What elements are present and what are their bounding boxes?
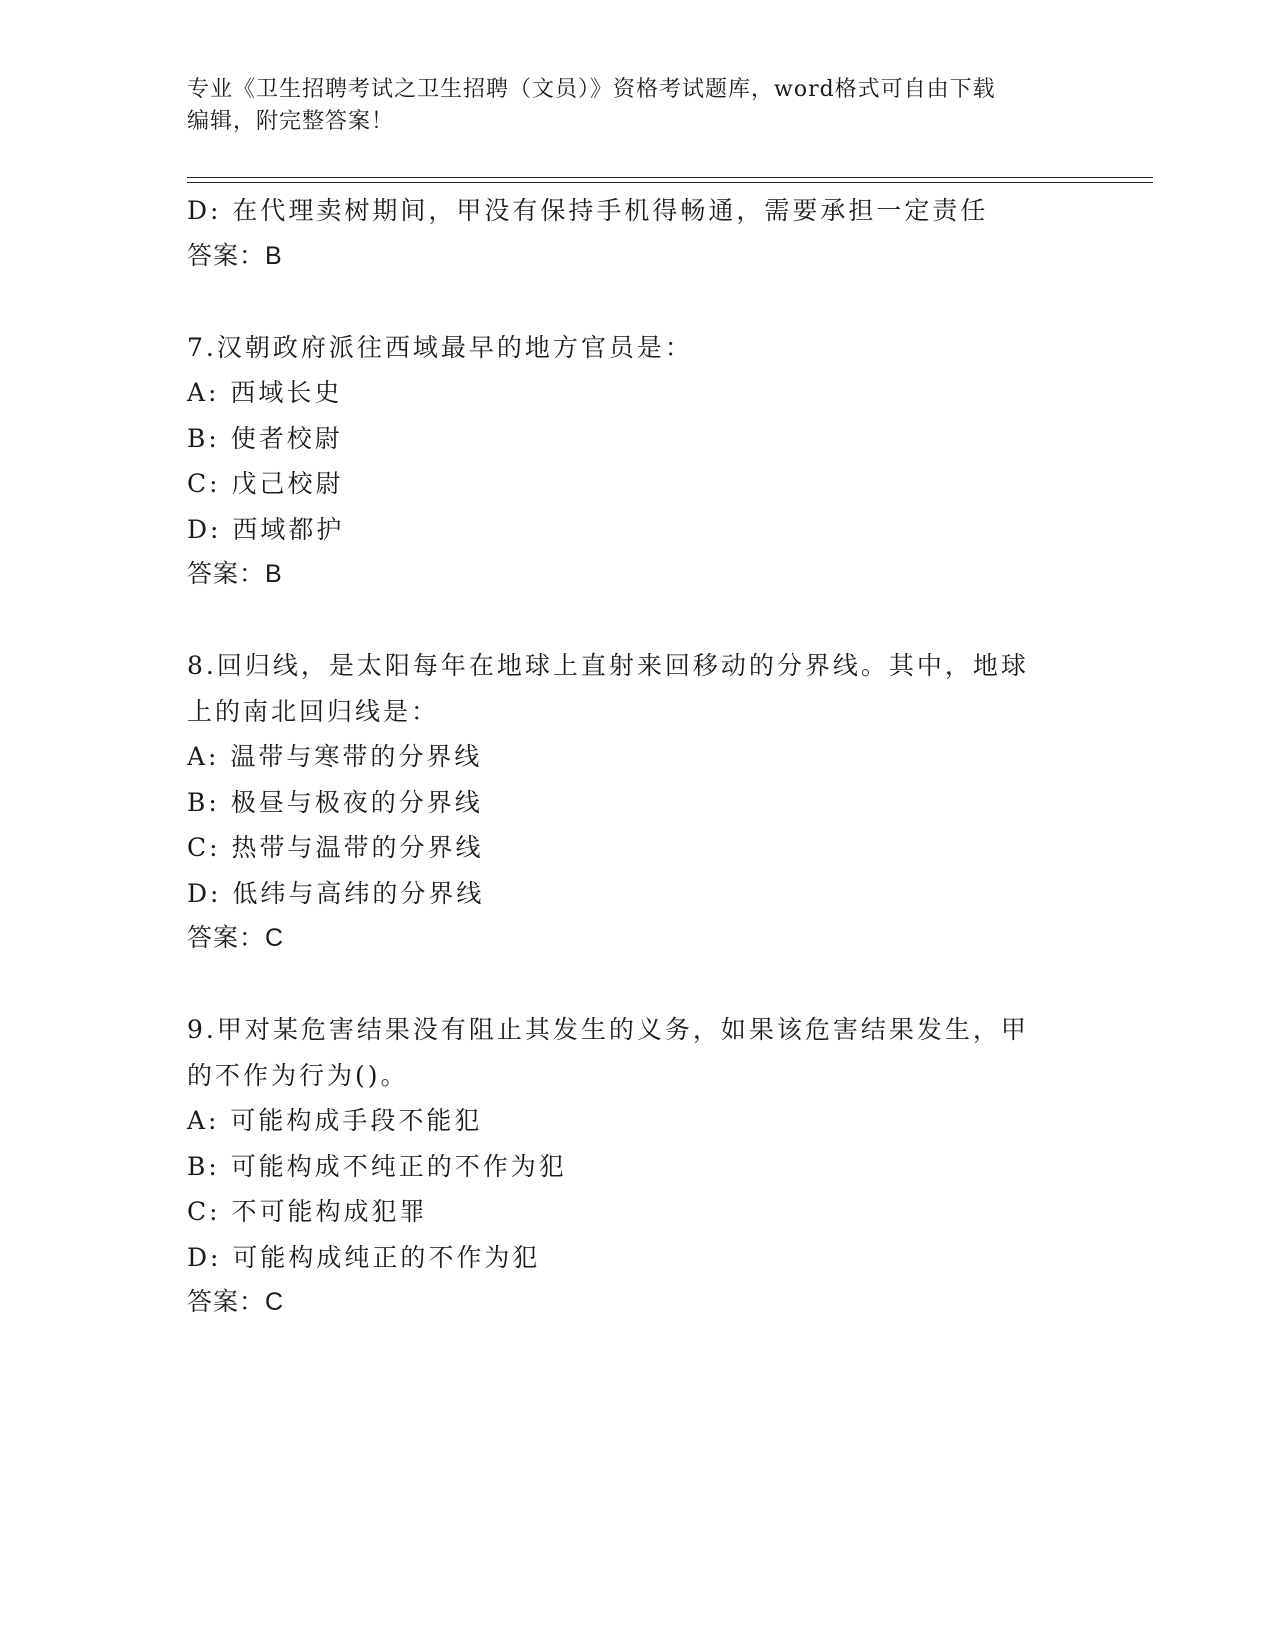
question-7-answer: 答案：B xyxy=(187,560,283,588)
question-9-answer: 答案：C xyxy=(187,1288,285,1316)
question-9-stem-line-1: 9.甲对某危害结果没有阻止其发生的义务，如果该危害结果发生，甲 xyxy=(187,1015,1029,1044)
spacer xyxy=(187,598,1087,644)
header-divider-top xyxy=(187,177,1153,178)
question-7-option-d: D: 西域都护 xyxy=(187,514,345,544)
question-8-option-c: C: 热带与温带的分界线 xyxy=(187,833,484,862)
header-divider-bottom xyxy=(187,182,1153,183)
option-d: D: 在代理卖树期间，甲没有保持手机得畅通，需要承担一定责任 xyxy=(187,196,989,225)
spacer xyxy=(187,962,1087,1008)
question-9-option-d: D: 可能构成纯正的不作为犯 xyxy=(187,1242,541,1272)
question-8-stem-line-1: 8.回归线，是太阳每年在地球上直射来回移动的分界线。其中，地球 xyxy=(187,651,1029,680)
header-line-1: 专业《卫生招聘考试之卫生招聘（文员）》资格考试题库，word格式可自由下载 xyxy=(187,77,996,102)
question-9-option-a: A: 可能构成手段不能犯 xyxy=(187,1106,483,1135)
question-7-option-c: C: 戊己校尉 xyxy=(187,469,344,498)
answer-line: 答案：B xyxy=(187,241,283,270)
spacer xyxy=(187,279,1087,325)
question-7-stem: 7.汉朝政府派往西域最早的地方官员是： xyxy=(187,332,693,362)
document-header xyxy=(187,74,1087,138)
header-line-2: 编辑，附完整答案！ xyxy=(187,109,395,134)
question-9-option-c: C: 不可能构成犯罪 xyxy=(187,1197,428,1226)
question-8-answer: 答案：C xyxy=(187,924,285,952)
question-8-stem-line-2: 上的南北回归线是： xyxy=(187,696,440,726)
question-7-option-b: B: 使者校尉 xyxy=(187,423,343,453)
question-7-option-a: A: 西域长史 xyxy=(187,378,343,407)
question-9-stem-line-2: 的不作为行为()。 xyxy=(187,1060,409,1090)
question-9-option-b: B: 可能构成不纯正的不作为犯 xyxy=(187,1151,567,1181)
question-8-option-d: D: 低纬与高纬的分界线 xyxy=(187,878,485,908)
question-content xyxy=(187,188,1087,1326)
question-8-option-b: B: 极昼与极夜的分界线 xyxy=(187,787,483,817)
question-8-option-a: A: 温带与寒带的分界线 xyxy=(187,742,483,771)
